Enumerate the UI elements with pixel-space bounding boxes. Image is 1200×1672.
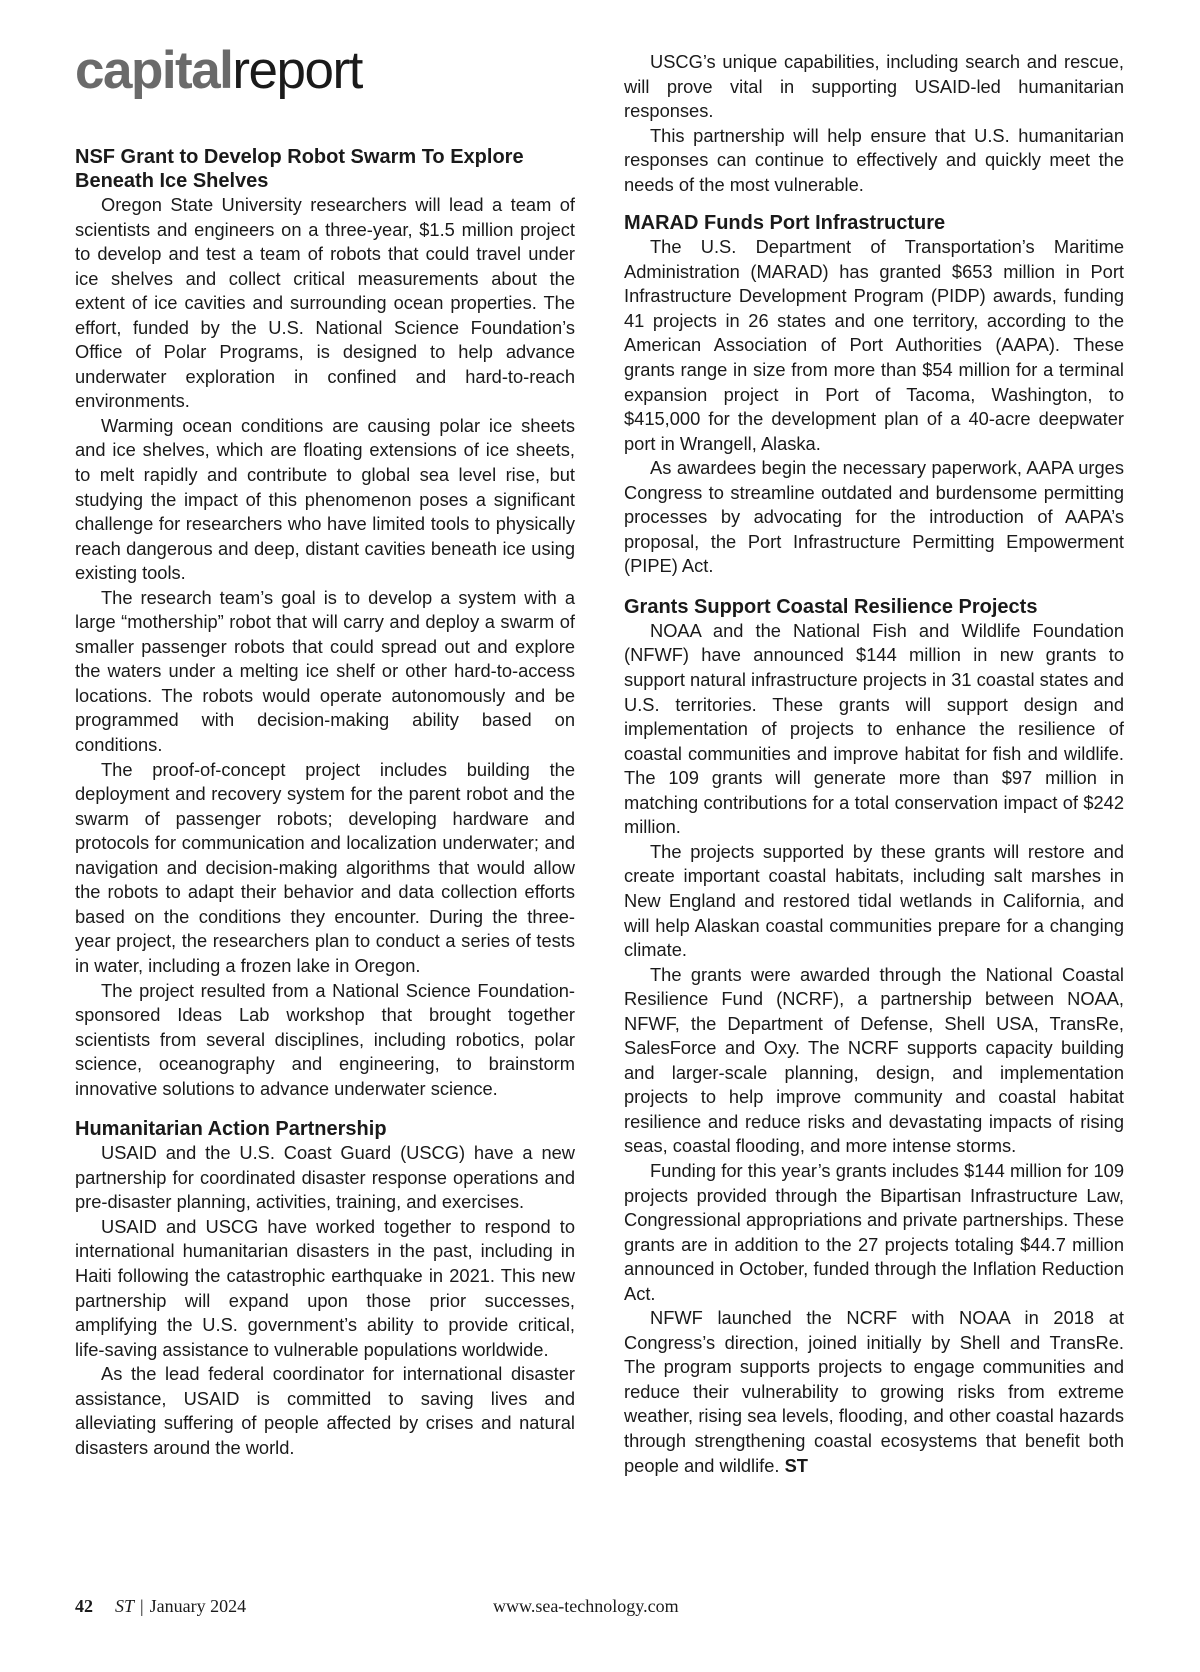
article-heading: Humanitarian Action Partnership [75, 1118, 387, 1141]
article-paragraph: The research team’s goal is to develop a system with a large “mothership” robot that will carry and deploy a swarm of smaller passenger robots that could spread out and explore the waters under a melting ice shelf or other hard-to-access locations. The robots would operate autonomously and be programmed with decision-making ability based on conditions. [75, 586, 575, 756]
article-paragraph: The projects supported by these grants will restore and create important coastal habitats, including salt marshes in New England and restored tidal wetlands in California, and will help Alaskan coastal communities prepare for a changing climate. [624, 840, 1124, 961]
article-heading: NSF Grant to Develop Robot Swarm To Explore Beneath Ice Shelves [75, 146, 524, 192]
article-paragraph: The project resulted from a National Science Foundation-sponsored Ideas Lab workshop that brought together scientists from several disciplines, including robotics, polar science, oceanography and engineering, to brainstorm innovative solutions to advance underwater science. [75, 979, 575, 1099]
end-mark: ST [784, 1454, 808, 1476]
article-paragraph-final [624, 1306, 1124, 1478]
article-paragraph: As awardees begin the necessary paperwork, AAPA urges Congress to streamline outdated and burdensome permitting processes by advocating for the introduction of AAPA’s proposal, the Port Infrastructure Permitting Empowerment (PIPE) Act. [624, 457, 1124, 577]
website-url: www.sea-technology.com [493, 1596, 679, 1616]
final-paragraph-text: NFWF launched the NCRF with NOAA in 2018 at Congress’s direction, joined initially by Shell and TransRe. The program supports projects to engage communities and reduce their vulnerability to growing risks from extreme weather, rising sea levels, flooding, and other coastal hazards through strengthening coastal ecosystems that benefit both people and wildlife. [624, 1307, 1124, 1476]
article-heading: MARAD Funds Port Infrastructure [624, 212, 946, 235]
article-paragraph: The U.S. Department of Transportation’s Maritime Administration (MARAD) has granted $653 million in Port Infrastructure Development Program (PIDP) awards, funding 41 projects in 26 states and one territory, according to the American Association of Port Authorities (AAPA). These grants range in size from more than $54 million for a terminal expansion project in Port of Tacoma, Washington, to $415,000 for the development plan of a 40-acre deepwater port in Wrangell, Alaska. [624, 236, 1124, 454]
masthead-capital: capital [75, 41, 233, 100]
section-spacer [624, 197, 1124, 211]
section-spacer [75, 1101, 575, 1117]
article-paragraph: Warming ocean conditions are causing polar ice sheets and ice shelves, which are floating extensions of ice sheets, to melt rapidly and contribute to global sea level rise, but studying the impact of this phenomenon poses a significant challenge for researchers who have limited tools to physically reach dangerous and deep, distant cavities beneath ice using existing tools. [75, 414, 575, 584]
page-number: 42 [75, 1596, 93, 1616]
article-paragraph: Funding for this year’s grants includes $144 million for 109 projects provided through the Bipartisan Infrastructure Law, Congressional appropriations and private partnerships. These grants are in addition to the 27 projects totaling $44.7 million announced in October, funded through the Inflation Reduction Act. [624, 1159, 1124, 1304]
article-paragraph: USCG’s unique capabilities, including search and rescue, will prove vital in supporting USAID-led humanitarian responses. [624, 51, 1124, 122]
article-heading: Grants Support Coastal Resilience Projects [624, 595, 1038, 618]
section-spacer [624, 579, 1124, 595]
article-paragraph: Oregon State University researchers will lead a team of scientists and engineers on a three-year, $1.5 million project to develop and test a team of robots that could travel under ice shelves and collect critical measurements about the extent of ice cavities and surrounding ocean properties. The effort, funded by the U.S. National Science Foundation’s Office of Polar Programs, is designed to help advance underwater exploration in confined and hard-to-reach environments. [75, 194, 575, 412]
issue-date: January 2024 [149, 1596, 247, 1616]
article-paragraph: USAID and the U.S. Coast Guard (USCG) have a new partnership for coordinated disaster response operations and pre-disaster planning, activities, training, and exercises. [75, 1142, 575, 1213]
footer-separator: | [140, 1596, 144, 1616]
article-paragraph: The proof-of-concept project includes building the deployment and recovery system for the parent robot and the swarm of passenger robots; developing hardware and protocols for communication and localization underwater; and navigation and decision-making algorithms that would allow the robots to adapt their behavior and data collection efforts based on the conditions they encounter. During the three-year project, the researchers plan to conduct a series of tests in water, including a frozen lake in Oregon. [75, 758, 575, 976]
article-paragraph: As the lead federal coordinator for international disaster assistance, USAID is committed to saving lives and alleviating suffering of people affected by crises and natural disasters around the world. [75, 1363, 575, 1458]
left-column [75, 145, 575, 1460]
page-footer [75, 1596, 1125, 1617]
right-column [624, 50, 1124, 1478]
article-paragraph: USAID and USCG have worked together to respond to international humanitarian disasters in the past, including in Haiti following the catastrophic earthquake in 2021. This new partnership will expand upon those prior successes, amplifying the U.S. government’s ability to provide critical, life-saving assistance to vulnerable populations worldwide. [75, 1215, 575, 1360]
article-paragraph: This partnership will help ensure that U.S. humanitarian responses can continue to effectively and quickly meet the needs of the most vulnerable. [624, 124, 1124, 195]
masthead-report: report [232, 41, 362, 100]
article-paragraph: NOAA and the National Fish and Wildlife Foundation (NFWF) have announced $144 million in new grants to support natural infrastructure projects in 31 coastal states and U.S. territories. These grants will support design and implementation of projects to enhance the resilience of coastal communities and improve habitat for fish and wildlife. The 109 grants will generate more than $97 million in matching contributions for a total conservation impact of $242 million. [624, 619, 1124, 838]
masthead-logo [75, 41, 362, 100]
magazine-abbrev: ST [115, 1596, 135, 1616]
article-paragraph: The grants were awarded through the National Coastal Resilience Fund (NCRF), a partnership between NOAA, NFWF, the Department of Defense, Shell USA, TransRe, SalesForce and Oxy. The NCRF supports capacity building and larger-scale planning, design, and implementation projects to help improve community and coastal habitat resilience and reduce risks and devastating impacts of rising seas, coastal flooding, and more intense storms. [624, 963, 1124, 1157]
